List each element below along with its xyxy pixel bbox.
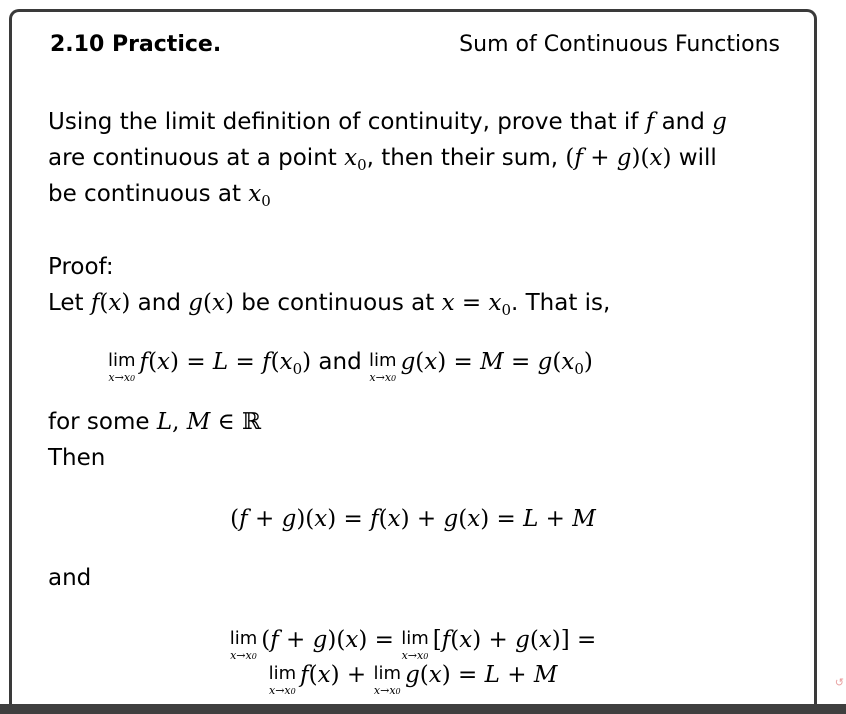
for-some-line: for some L, M ∈ ℝ (48, 409, 262, 435)
practice-card (9, 9, 817, 709)
statement-line-1: Using the limit definition of continuity, prove that if f and g (48, 109, 727, 135)
sum-equation: (f + g)(x) = f(x) + g(x) = L + M (230, 506, 596, 532)
then-line: Then (48, 445, 106, 471)
lim-operator: lim x→x0 (401, 628, 429, 662)
proof-let-line: Let f(x) and g(x) be continuous at $x = x_0$. That is, (48, 290, 611, 319)
practice-title: 2.10 Practice. (50, 32, 222, 57)
bottom-bar (0, 704, 846, 714)
proof-label: Proof: (48, 254, 114, 280)
limit-definition-equation: lim x→x0 $f(x) = L = f(x_0)$ and lim x→x0 $g(x) = M = g(x_0)$ (108, 349, 593, 384)
limit-sum-equation-line-1: lim x→x0 (f + g)(x) = lim x→x0 [f(x) + g(x)] = (229, 627, 597, 662)
and-line: and (48, 565, 92, 591)
lim-operator: lim x→x0 (229, 628, 258, 662)
limit-sum-equation-line-2: lim x→x0 f(x) + lim x→x0 g(x) = L + M (268, 662, 558, 697)
lim-operator: lim x→x0 (108, 350, 136, 384)
statement-line-3: be continuous at $x_0$ (48, 181, 271, 210)
lim-operator: lim x→x0 (369, 350, 397, 384)
navigation-mark-icon[interactable]: ↺ (834, 676, 844, 689)
practice-subtitle: Sum of Continuous Functions (459, 32, 780, 57)
statement-line-2: are continuous at a point $x_0$, then their sum, (f + g)(x) will (48, 145, 717, 174)
lim-operator: lim x→x0 (268, 663, 297, 697)
lim-operator: lim x→x0 (373, 663, 402, 697)
